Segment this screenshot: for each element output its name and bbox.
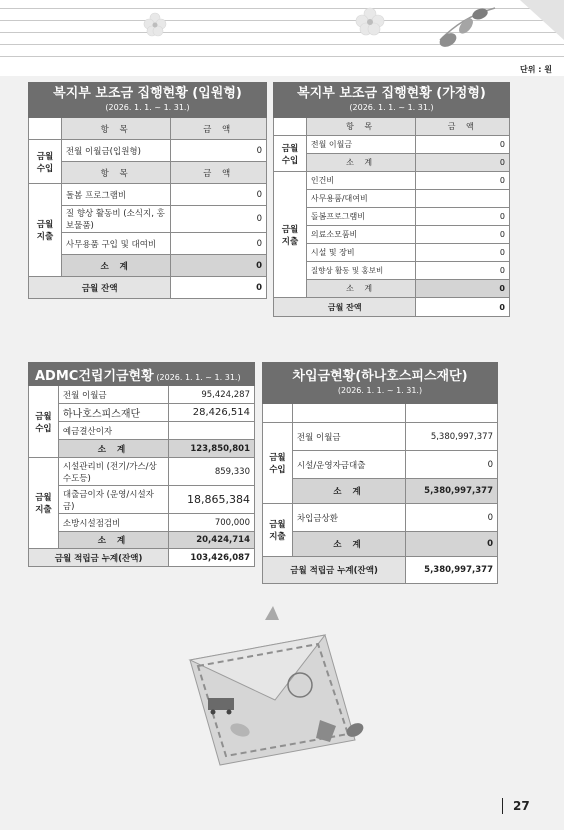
subtotal-value: 0 bbox=[406, 532, 498, 557]
page-number: 27 bbox=[502, 798, 530, 814]
table-home-subsidy bbox=[273, 82, 510, 317]
row-amount: 0 bbox=[406, 504, 498, 532]
row-item: 질 향상 활동비 (소식지, 홍보물품) bbox=[61, 206, 171, 233]
row-item: 사무용품 구입 및 대여비 bbox=[61, 233, 171, 255]
expense-label: 금월 지출 bbox=[274, 172, 307, 298]
table-period: (2026. 1. 1. ~ 1. 31.) bbox=[349, 103, 434, 112]
balance-label: 금월 적립금 누계(잔액) bbox=[29, 549, 169, 567]
col-amount-header: 금 액 bbox=[171, 162, 267, 184]
row-item: 대출금이자 (운영/시설자금) bbox=[58, 486, 168, 514]
row-amount: 0 bbox=[406, 451, 498, 479]
balance-value: 0 bbox=[416, 298, 510, 317]
subtotal-label: 소 계 bbox=[306, 280, 415, 298]
row-amount: 0 bbox=[171, 233, 267, 255]
row-amount bbox=[169, 422, 255, 440]
row-item: 전월 이월금(입원형) bbox=[61, 140, 171, 162]
table-title: 복지부 보조금 집행현황 (가정형) bbox=[297, 86, 486, 101]
col-amount-header: 금 액 bbox=[171, 118, 267, 140]
income-subtotal-value: 5,380,997,377 bbox=[406, 479, 498, 504]
balance-label: 금월 잔액 bbox=[274, 298, 416, 317]
balance-value: 0 bbox=[171, 277, 267, 299]
table-period: (2026. 1. 1. ~ 1. 31.) bbox=[337, 386, 423, 395]
table-loan-status bbox=[262, 362, 498, 584]
subtotal-label: 소 계 bbox=[58, 532, 168, 549]
income-label: 금월 수입 bbox=[263, 423, 293, 504]
row-amount: 95,424,287 bbox=[169, 386, 255, 404]
row-item: 예금결산이자 bbox=[58, 422, 168, 440]
row-item: 전월 이월금 bbox=[292, 423, 405, 451]
subtotal-value: 0 bbox=[171, 255, 267, 277]
envelope-illustration-icon bbox=[180, 600, 370, 770]
table-title: 복지부 보조금 집행현황 (입원형) bbox=[53, 86, 242, 101]
row-amount: 0 bbox=[171, 140, 267, 162]
expense-label: 금월 지출 bbox=[29, 458, 59, 549]
table-period: (2026. 1. 1. ~ 1. 31.) bbox=[105, 103, 190, 112]
row-item: 시설관리비 (전기/가스/상수도등) bbox=[58, 458, 168, 486]
row-item: 의료소모품비 bbox=[306, 226, 415, 244]
table-title: 차입금현황(하나호스피스재단) bbox=[292, 369, 468, 384]
row-amount: 0 bbox=[171, 184, 267, 206]
income-subtotal-value: 0 bbox=[416, 154, 510, 172]
row-item: 사무용품/대여비 bbox=[306, 190, 415, 208]
income-subtotal-label: 소 계 bbox=[58, 440, 168, 458]
row-amount: 0 bbox=[416, 244, 510, 262]
row-amount: 0 bbox=[416, 226, 510, 244]
col-amount-header: 금 액 bbox=[416, 118, 510, 136]
row-amount: 0 bbox=[416, 262, 510, 280]
balance-label: 금월 적립금 누계(잔액) bbox=[263, 557, 406, 584]
row-item: 전월 이월금 bbox=[306, 136, 415, 154]
row-item: 하나호스피스재단 bbox=[58, 404, 168, 422]
expense-label: 금월 지출 bbox=[29, 184, 62, 277]
balance-value: 5,380,997,377 bbox=[406, 557, 498, 584]
income-label: 금월 수입 bbox=[29, 140, 62, 184]
col-item-header: 항 목 bbox=[61, 118, 171, 140]
row-amount: 0 bbox=[416, 172, 510, 190]
table-period: (2026. 1. 1. ~ 1. 31.) bbox=[156, 372, 241, 382]
expense-label: 금월 지출 bbox=[263, 504, 293, 557]
row-item: 돌봄 프로그램비 bbox=[61, 184, 171, 206]
row-item: 전월 이월금 bbox=[58, 386, 168, 404]
row-item: 인건비 bbox=[306, 172, 415, 190]
table-header bbox=[274, 83, 510, 118]
subtotal-value: 0 bbox=[416, 280, 510, 298]
row-item: 차입금상환 bbox=[292, 504, 405, 532]
row-amount bbox=[416, 190, 510, 208]
row-amount: 0 bbox=[416, 208, 510, 226]
row-item: 시설 및 장비 bbox=[306, 244, 415, 262]
row-item: 질향상 활동 및 홍보비 bbox=[306, 262, 415, 280]
row-amount: 0 bbox=[171, 206, 267, 233]
balance-label: 금월 잔액 bbox=[29, 277, 171, 299]
top-banner bbox=[0, 0, 564, 62]
subtotal-label: 소 계 bbox=[61, 255, 171, 277]
row-amount: 859,330 bbox=[169, 458, 255, 486]
table-header bbox=[29, 83, 267, 118]
subtotal-value: 20,424,714 bbox=[169, 532, 255, 549]
row-item: 소방시설점검비 bbox=[58, 514, 168, 532]
income-label: 금월 수입 bbox=[29, 386, 59, 458]
row-amount: 700,000 bbox=[169, 514, 255, 532]
row-amount: 18,865,384 bbox=[169, 486, 255, 514]
flower-decoration-icon bbox=[0, 0, 564, 62]
unit-label: 단위 : 원 bbox=[520, 65, 552, 74]
table-admc-fund bbox=[28, 362, 255, 567]
income-subtotal-label: 소 계 bbox=[292, 479, 405, 504]
table-header bbox=[263, 363, 498, 404]
row-item: 시설/운영자금대출 bbox=[292, 451, 405, 479]
income-label: 금월 수입 bbox=[274, 136, 307, 172]
col-item-header: 항 목 bbox=[61, 162, 171, 184]
row-amount: 0 bbox=[416, 136, 510, 154]
col-item-header: 항 목 bbox=[306, 118, 415, 136]
income-subtotal-value: 123,850,801 bbox=[169, 440, 255, 458]
subtotal-label: 소 계 bbox=[292, 532, 405, 557]
row-amount: 28,426,514 bbox=[169, 404, 255, 422]
table-header bbox=[29, 363, 255, 386]
row-item: 돌봄프로그램비 bbox=[306, 208, 415, 226]
balance-value: 103,426,087 bbox=[169, 549, 255, 567]
row-amount: 5,380,997,377 bbox=[406, 423, 498, 451]
table-inpatient-subsidy bbox=[28, 82, 267, 299]
income-subtotal-label: 소 계 bbox=[306, 154, 415, 172]
table-title: ADMC건립기금현황 bbox=[35, 368, 154, 384]
